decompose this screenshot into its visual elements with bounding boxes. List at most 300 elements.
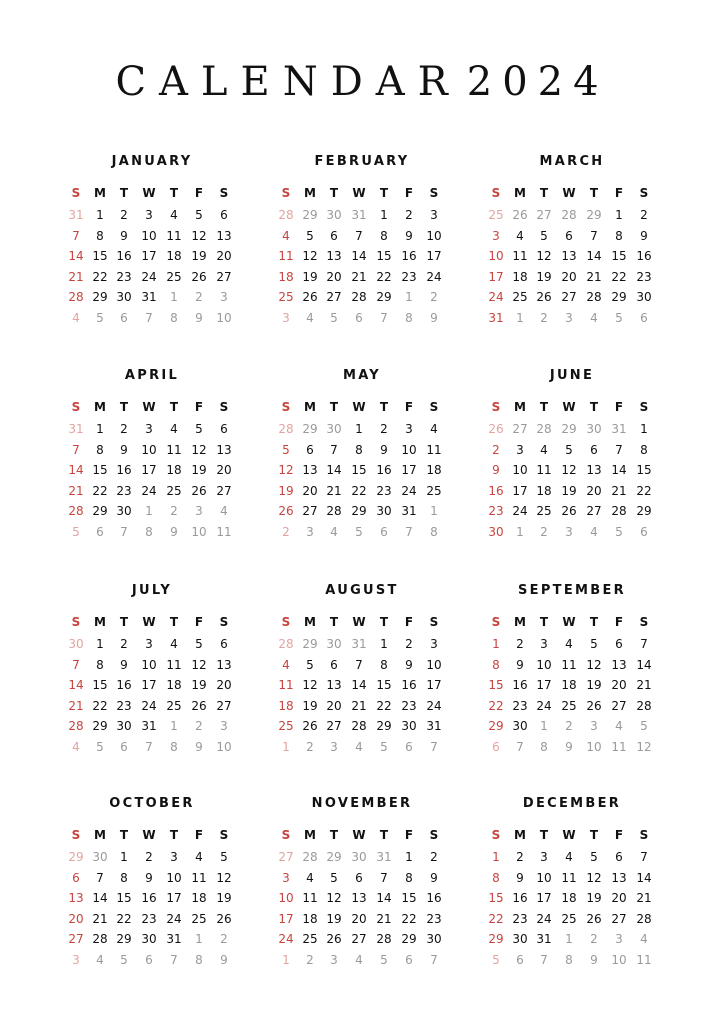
adjacent-month-day: 2 — [565, 719, 573, 734]
adjacent-month-day: 6 — [145, 953, 153, 967]
day-cell: 3 — [430, 637, 438, 651]
weekday-header: M — [304, 828, 316, 842]
month-april — [64, 368, 240, 548]
day-cell: 26 — [561, 504, 577, 519]
day-cell: 17 — [536, 678, 552, 693]
adjacent-month-day: 29 — [586, 208, 602, 222]
day-cell: 20 — [216, 463, 232, 478]
day-cell: 10 — [512, 463, 528, 478]
day-cell: 21 — [376, 911, 392, 926]
day-cell: 7 — [330, 442, 338, 457]
adjacent-month-day: 3 — [282, 311, 290, 325]
day-cell: 26 — [536, 290, 552, 305]
day-cell: 24 — [141, 269, 157, 284]
adjacent-month-day: 7 — [430, 740, 438, 754]
month-name: JULY — [131, 583, 173, 598]
day-cell: 22 — [376, 269, 392, 284]
day-cell: 13 — [216, 228, 232, 243]
weekday-header: S — [219, 400, 229, 414]
adjacent-month-day: 3 — [195, 504, 203, 519]
weekday-header: W — [142, 400, 156, 414]
day-cell: 16 — [116, 249, 132, 264]
day-cell: 21 — [611, 483, 627, 498]
weekday-header: M — [304, 400, 316, 414]
day-cell: 6 — [220, 422, 228, 436]
day-cell: 13 — [611, 870, 627, 885]
day-cell: 4 — [565, 637, 573, 651]
day-cell: 9 — [492, 463, 500, 478]
day-cell: 14 — [68, 463, 84, 478]
weekday-header: S — [281, 186, 291, 200]
day-cell: 18 — [278, 269, 294, 284]
day-cell: 30 — [512, 932, 528, 947]
weekday-header: S — [639, 400, 649, 414]
day-cell: 17 — [278, 911, 294, 926]
day-cell: 12 — [216, 870, 232, 885]
day-cell: 7 — [640, 637, 648, 651]
weekday-header: T — [329, 828, 339, 842]
month-name: MARCH — [539, 154, 605, 169]
day-cell: 10 — [536, 657, 552, 672]
day-cell: 15 — [351, 463, 367, 478]
day-cell: 24 — [536, 698, 552, 713]
adjacent-month-day: 4 — [220, 504, 228, 519]
adjacent-month-day: 28 — [278, 422, 294, 436]
day-cell: 12 — [586, 870, 602, 885]
month-name: JUNE — [549, 368, 595, 383]
adjacent-month-day: 11 — [216, 525, 232, 539]
day-cell: 6 — [72, 870, 80, 885]
day-cell: 3 — [540, 637, 548, 651]
day-cell: 21 — [92, 911, 108, 926]
day-cell: 24 — [141, 483, 157, 498]
day-cell: 11 — [191, 870, 207, 885]
day-cell: 2 — [145, 850, 153, 864]
day-cell: 15 — [488, 678, 504, 693]
day-cell: 19 — [216, 891, 232, 906]
weekday-header: S — [281, 400, 291, 414]
day-cell: 26 — [586, 911, 602, 926]
adjacent-month-day: 29 — [68, 850, 84, 864]
day-cell: 15 — [116, 891, 132, 906]
weekday-header: T — [589, 186, 599, 200]
adjacent-month-day: 1 — [405, 290, 413, 305]
weekday-header: F — [614, 400, 624, 414]
weekday-header: W — [562, 828, 576, 842]
weekday-header: S — [491, 828, 501, 842]
adjacent-month-day: 28 — [278, 637, 294, 651]
day-cell: 20 — [561, 269, 577, 284]
day-cell: 14 — [351, 249, 367, 264]
day-cell: 19 — [302, 269, 318, 284]
adjacent-month-day: 2 — [430, 290, 438, 305]
day-cell: 15 — [92, 463, 108, 478]
day-cell: 4 — [195, 850, 203, 864]
day-cell: 9 — [120, 228, 128, 243]
day-cell: 1 — [380, 208, 388, 222]
day-cell: 28 — [326, 504, 342, 519]
adjacent-month-day: 3 — [220, 719, 228, 734]
day-cell: 24 — [512, 504, 528, 519]
adjacent-month-day: 7 — [540, 953, 548, 967]
day-cell: 1 — [492, 637, 500, 651]
day-cell: 6 — [330, 657, 338, 672]
day-cell: 16 — [426, 891, 442, 906]
day-cell: 2 — [405, 208, 413, 222]
day-cell: 25 — [278, 719, 294, 734]
weekday-header: F — [194, 186, 204, 200]
day-cell: 8 — [120, 870, 128, 885]
day-cell: 13 — [561, 249, 577, 264]
adjacent-month-day: 29 — [326, 850, 342, 864]
day-cell: 8 — [615, 228, 623, 243]
day-cell: 29 — [92, 504, 108, 519]
day-cell: 21 — [586, 269, 602, 284]
day-cell: 12 — [278, 463, 294, 478]
adjacent-month-day: 6 — [492, 740, 500, 754]
weekday-header: T — [169, 615, 179, 629]
month-june — [484, 368, 660, 548]
weekday-header: S — [491, 615, 501, 629]
day-cell: 18 — [166, 463, 182, 478]
day-cell: 20 — [216, 249, 232, 264]
month-name: DECEMBER — [522, 796, 622, 811]
weekday-header: S — [219, 186, 229, 200]
day-cell: 31 — [141, 719, 157, 734]
day-cell: 26 — [216, 911, 232, 926]
day-cell: 12 — [561, 463, 577, 478]
day-cell: 4 — [170, 422, 178, 436]
day-cell: 18 — [536, 483, 552, 498]
adjacent-month-day: 5 — [615, 525, 623, 539]
adjacent-month-day: 9 — [565, 740, 573, 754]
month-july — [64, 583, 240, 763]
adjacent-month-day: 10 — [611, 953, 627, 967]
day-cell: 5 — [220, 850, 228, 864]
day-cell: 29 — [488, 719, 504, 734]
day-cell: 14 — [376, 891, 392, 906]
adjacent-month-day: 28 — [536, 422, 552, 436]
day-cell: 23 — [376, 483, 392, 498]
day-cell: 26 — [326, 932, 342, 947]
day-cell: 22 — [376, 698, 392, 713]
weekday-header: S — [429, 828, 439, 842]
day-cell: 11 — [426, 442, 442, 457]
adjacent-month-day: 28 — [278, 208, 294, 222]
day-cell: 1 — [492, 850, 500, 864]
adjacent-month-day: 5 — [492, 953, 500, 967]
weekday-header: T — [329, 186, 339, 200]
day-cell: 16 — [488, 483, 504, 498]
adjacent-month-day: 27 — [536, 208, 552, 222]
day-cell: 4 — [540, 442, 548, 457]
day-cell: 3 — [145, 637, 153, 651]
day-cell: 13 — [326, 678, 342, 693]
day-cell: 4 — [282, 228, 290, 243]
day-cell: 8 — [492, 657, 500, 672]
month-name: NOVEMBER — [311, 796, 413, 811]
day-cell: 13 — [351, 891, 367, 906]
weekday-header: T — [379, 828, 389, 842]
adjacent-month-day: 27 — [512, 422, 528, 436]
weekday-header: S — [71, 186, 81, 200]
weekday-header: S — [281, 828, 291, 842]
adjacent-month-day: 6 — [96, 525, 104, 539]
day-cell: 20 — [326, 269, 342, 284]
day-cell: 10 — [278, 891, 294, 906]
day-cell: 14 — [351, 678, 367, 693]
day-cell: 7 — [96, 870, 104, 885]
day-cell: 17 — [141, 249, 157, 264]
day-cell: 5 — [306, 228, 314, 243]
adjacent-month-day: 27 — [278, 850, 294, 864]
adjacent-month-day: 6 — [640, 311, 648, 325]
day-cell: 24 — [426, 698, 442, 713]
day-cell: 3 — [492, 228, 500, 243]
day-cell: 16 — [116, 463, 132, 478]
adjacent-month-day: 29 — [302, 208, 318, 222]
month-february — [274, 154, 450, 334]
day-cell: 10 — [426, 228, 442, 243]
day-cell: 24 — [278, 932, 294, 947]
day-cell: 23 — [141, 911, 157, 926]
adjacent-month-day: 6 — [380, 525, 388, 539]
day-cell: 5 — [195, 422, 203, 436]
day-cell: 25 — [536, 504, 552, 519]
day-cell: 28 — [68, 504, 84, 519]
day-cell: 10 — [141, 657, 157, 672]
adjacent-month-day: 6 — [405, 953, 413, 967]
day-cell: 11 — [166, 442, 182, 457]
weekday-header: M — [514, 186, 526, 200]
weekday-header: S — [639, 828, 649, 842]
day-cell: 2 — [405, 637, 413, 651]
adjacent-month-day: 6 — [516, 953, 524, 967]
weekday-header: T — [539, 615, 549, 629]
day-cell: 24 — [488, 290, 504, 305]
day-cell: 23 — [116, 698, 132, 713]
day-cell: 19 — [586, 678, 602, 693]
adjacent-month-day: 4 — [615, 719, 623, 734]
adjacent-month-day: 1 — [170, 719, 178, 734]
day-cell: 28 — [636, 698, 652, 713]
day-cell: 26 — [191, 483, 207, 498]
weekday-header: F — [194, 828, 204, 842]
weekday-header: T — [379, 400, 389, 414]
day-cell: 23 — [426, 911, 442, 926]
adjacent-month-day: 1 — [430, 504, 438, 519]
day-cell: 2 — [120, 422, 128, 436]
day-cell: 30 — [636, 290, 652, 305]
day-cell: 9 — [120, 657, 128, 672]
month-august — [274, 583, 450, 763]
adjacent-month-day: 6 — [405, 740, 413, 754]
adjacent-month-day: 4 — [590, 311, 598, 325]
adjacent-month-day: 5 — [72, 525, 80, 539]
weekday-header: F — [614, 828, 624, 842]
day-cell: 14 — [68, 249, 84, 264]
day-cell: 27 — [302, 504, 318, 519]
adjacent-month-day: 5 — [355, 525, 363, 539]
day-cell: 16 — [512, 678, 528, 693]
weekday-header: T — [169, 186, 179, 200]
day-cell: 5 — [306, 657, 314, 672]
day-cell: 18 — [166, 678, 182, 693]
day-cell: 23 — [512, 698, 528, 713]
day-cell: 17 — [166, 891, 182, 906]
day-cell: 7 — [72, 442, 80, 457]
day-cell: 17 — [488, 269, 504, 284]
day-cell: 25 — [512, 290, 528, 305]
adjacent-month-day: 7 — [405, 525, 413, 539]
weekday-header: M — [94, 186, 106, 200]
day-cell: 25 — [166, 698, 182, 713]
weekday-header: W — [562, 186, 576, 200]
adjacent-month-day: 30 — [326, 208, 342, 222]
month-october — [64, 796, 240, 976]
day-cell: 28 — [68, 290, 84, 305]
day-cell: 11 — [302, 891, 318, 906]
day-cell: 13 — [68, 891, 84, 906]
adjacent-month-day: 3 — [72, 953, 80, 967]
day-cell: 8 — [96, 657, 104, 672]
day-cell: 19 — [191, 678, 207, 693]
weekday-header: F — [404, 186, 414, 200]
adjacent-month-day: 5 — [330, 311, 338, 325]
day-cell: 15 — [92, 249, 108, 264]
day-cell: 19 — [191, 249, 207, 264]
adjacent-month-day: 30 — [351, 850, 367, 864]
adjacent-month-day: 2 — [540, 525, 548, 539]
day-cell: 22 — [116, 911, 132, 926]
adjacent-month-day: 9 — [195, 740, 203, 754]
day-cell: 24 — [426, 269, 442, 284]
day-cell: 29 — [376, 719, 392, 734]
weekday-header: W — [352, 828, 366, 842]
day-cell: 25 — [561, 698, 577, 713]
day-cell: 23 — [401, 269, 417, 284]
day-cell: 2 — [492, 442, 500, 457]
adjacent-month-day: 31 — [68, 422, 84, 436]
adjacent-month-day: 3 — [565, 311, 573, 325]
day-cell: 31 — [401, 504, 417, 519]
day-cell: 18 — [561, 678, 577, 693]
adjacent-month-day: 3 — [615, 932, 623, 947]
weekday-header: M — [304, 615, 316, 629]
day-cell: 29 — [92, 290, 108, 305]
weekday-header: W — [562, 615, 576, 629]
day-cell: 8 — [96, 442, 104, 457]
weekday-header: W — [142, 828, 156, 842]
adjacent-month-day: 2 — [590, 932, 598, 947]
day-cell: 23 — [488, 504, 504, 519]
day-cell: 26 — [302, 719, 318, 734]
day-cell: 12 — [191, 442, 207, 457]
day-cell: 11 — [166, 657, 182, 672]
day-cell: 7 — [72, 657, 80, 672]
adjacent-month-day: 30 — [92, 850, 108, 864]
day-cell: 4 — [282, 657, 290, 672]
adjacent-month-day: 7 — [516, 740, 524, 754]
day-cell: 7 — [590, 228, 598, 243]
weekday-header: W — [352, 400, 366, 414]
day-cell: 8 — [405, 870, 413, 885]
adjacent-month-day: 1 — [540, 719, 548, 734]
weekday-header: F — [614, 186, 624, 200]
day-cell: 28 — [92, 932, 108, 947]
day-cell: 20 — [586, 483, 602, 498]
adjacent-month-day: 29 — [561, 422, 577, 436]
day-cell: 13 — [302, 463, 318, 478]
day-cell: 29 — [636, 504, 652, 519]
day-cell: 3 — [540, 850, 548, 864]
day-cell: 4 — [565, 850, 573, 864]
day-cell: 19 — [586, 891, 602, 906]
adjacent-month-day: 30 — [326, 637, 342, 651]
day-cell: 9 — [516, 657, 524, 672]
day-cell: 30 — [116, 719, 132, 734]
adjacent-month-day: 8 — [540, 740, 548, 754]
adjacent-month-day: 31 — [611, 422, 627, 436]
adjacent-month-day: 4 — [355, 740, 363, 754]
day-cell: 11 — [561, 870, 577, 885]
day-cell: 1 — [355, 422, 363, 436]
day-cell: 16 — [116, 678, 132, 693]
weekday-header: T — [119, 400, 129, 414]
day-cell: 20 — [216, 678, 232, 693]
day-cell: 31 — [166, 932, 182, 947]
day-cell: 5 — [590, 637, 598, 651]
day-cell: 16 — [636, 249, 652, 264]
day-cell: 5 — [195, 637, 203, 651]
day-cell: 28 — [586, 290, 602, 305]
adjacent-month-day: 8 — [195, 953, 203, 967]
day-cell: 27 — [561, 290, 577, 305]
adjacent-month-day: 2 — [306, 953, 314, 967]
day-cell: 17 — [401, 463, 417, 478]
day-cell: 10 — [401, 442, 417, 457]
month-name: SEPTEMBER — [518, 583, 626, 598]
day-cell: 27 — [611, 698, 627, 713]
adjacent-month-day: 2 — [220, 932, 228, 947]
day-cell: 4 — [516, 228, 524, 243]
adjacent-month-day: 5 — [120, 953, 128, 967]
day-cell: 10 — [426, 657, 442, 672]
weekday-header: T — [329, 615, 339, 629]
day-cell: 9 — [145, 870, 153, 885]
day-cell: 21 — [326, 483, 342, 498]
day-cell: 21 — [351, 698, 367, 713]
adjacent-month-day: 5 — [96, 740, 104, 754]
day-cell: 11 — [166, 228, 182, 243]
weekday-header: W — [562, 400, 576, 414]
day-cell: 18 — [278, 698, 294, 713]
weekday-header: W — [142, 615, 156, 629]
adjacent-month-day: 9 — [220, 953, 228, 967]
weekday-header: S — [429, 615, 439, 629]
day-cell: 3 — [145, 422, 153, 436]
day-cell: 11 — [278, 249, 294, 264]
weekday-header: S — [71, 400, 81, 414]
adjacent-month-day: 5 — [380, 740, 388, 754]
adjacent-month-day: 31 — [68, 208, 84, 222]
day-cell: 26 — [586, 698, 602, 713]
adjacent-month-day: 29 — [302, 637, 318, 651]
day-cell: 9 — [516, 870, 524, 885]
day-cell: 4 — [306, 870, 314, 885]
weekday-header: F — [404, 615, 414, 629]
day-cell: 20 — [351, 911, 367, 926]
